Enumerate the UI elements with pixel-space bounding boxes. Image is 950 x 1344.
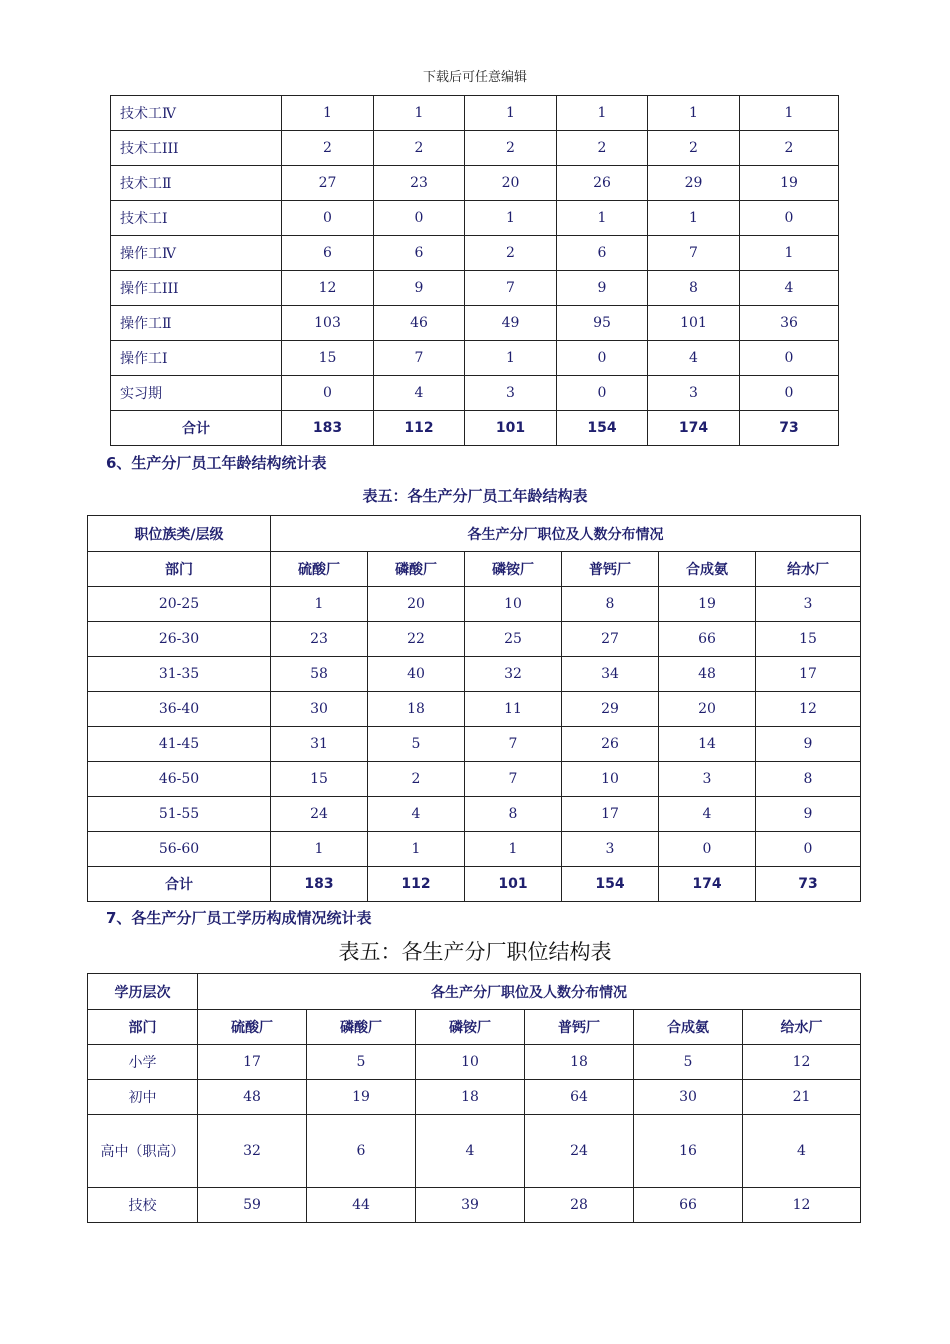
table-cell: 9: [557, 271, 648, 306]
total-cell: 154: [557, 411, 648, 446]
table-cell: 4: [743, 1115, 861, 1188]
table-cell: 19: [307, 1080, 416, 1115]
table-row: [111, 131, 839, 166]
total-cell: 183: [282, 411, 374, 446]
table-cell: 103: [282, 306, 374, 341]
table-row: [88, 622, 861, 657]
edu-col-header: 磷酸厂: [307, 1010, 416, 1045]
table-cell: 7: [465, 271, 557, 306]
edu-dept-label: 部门: [88, 1010, 198, 1045]
table-cell: 24: [271, 797, 368, 832]
table-cell: 20: [659, 692, 756, 727]
table-cell: 17: [562, 797, 659, 832]
table-cell: 1: [740, 96, 839, 131]
table-cell: 0: [659, 832, 756, 867]
table-cell: 1: [648, 201, 740, 236]
table-cell: 2: [374, 131, 465, 166]
table-cell: 15: [756, 622, 861, 657]
table-cell: 1: [282, 96, 374, 131]
table-cell: 5: [307, 1045, 416, 1080]
table-cell: 30: [271, 692, 368, 727]
table-cell: 17: [756, 657, 861, 692]
table-cell: 0: [374, 201, 465, 236]
table-cell: 46: [374, 306, 465, 341]
total-cell: 183: [271, 867, 368, 902]
table-cell: 48: [198, 1080, 307, 1115]
row-label: 36-40: [88, 692, 271, 727]
table-row: [88, 1045, 861, 1080]
table-cell: 0: [740, 341, 839, 376]
table-cell: 10: [562, 762, 659, 797]
table-cell: 23: [271, 622, 368, 657]
table-cell: 5: [634, 1045, 743, 1080]
table-cell: 1: [465, 341, 557, 376]
total-cell: 174: [659, 867, 756, 902]
table-cell: 26: [562, 727, 659, 762]
table-cell: 66: [634, 1188, 743, 1223]
age-col-header: 给水厂: [756, 552, 861, 587]
table-cell: 58: [271, 657, 368, 692]
table-cell: 9: [756, 727, 861, 762]
table-cell: 4: [416, 1115, 525, 1188]
education-table: [87, 973, 861, 1223]
row-label: 实习期: [111, 376, 282, 411]
table-cell: 18: [525, 1045, 634, 1080]
table-cell: 1: [557, 201, 648, 236]
total-cell: 73: [756, 867, 861, 902]
table-cell: 1: [271, 832, 368, 867]
table-row: [88, 797, 861, 832]
age-head-label: 职位族类/层级: [88, 516, 271, 552]
table-cell: 0: [557, 341, 648, 376]
table-cell: 101: [648, 306, 740, 341]
table-cell: 25: [465, 622, 562, 657]
table-cell: 7: [374, 341, 465, 376]
total-label: 合计: [111, 411, 282, 446]
table-cell: 7: [465, 762, 562, 797]
table-cell: 12: [282, 271, 374, 306]
table-cell: 2: [465, 131, 557, 166]
row-label: 56-60: [88, 832, 271, 867]
table-cell: 3: [562, 832, 659, 867]
table-cell: 2: [465, 236, 557, 271]
row-label: 技术工Ⅳ: [111, 96, 282, 131]
row-label: 31-35: [88, 657, 271, 692]
row-label: 技术工III: [111, 131, 282, 166]
table-cell: 18: [368, 692, 465, 727]
table-cell: 10: [465, 587, 562, 622]
table-cell: 36: [740, 306, 839, 341]
row-label: 26-30: [88, 622, 271, 657]
edu-col-header: 合成氨: [634, 1010, 743, 1045]
table-cell: 0: [557, 376, 648, 411]
table-cell: 29: [648, 166, 740, 201]
section6-heading: 6、生产分厂员工年龄结构统计表: [106, 454, 327, 472]
table-cell: 12: [743, 1188, 861, 1223]
edu-col-header: 普钙厂: [525, 1010, 634, 1045]
table-cell: 4: [374, 376, 465, 411]
table-cell: 1: [465, 832, 562, 867]
age-structure-table: [87, 515, 861, 902]
table-cell: 4: [659, 797, 756, 832]
row-label: 小学: [88, 1045, 198, 1080]
table-cell: 0: [756, 832, 861, 867]
table-row: [88, 1188, 861, 1223]
age-col-header: 磷酸厂: [368, 552, 465, 587]
table-cell: 9: [374, 271, 465, 306]
row-label: 高中（职高）: [88, 1115, 198, 1188]
table-cell: 30: [634, 1080, 743, 1115]
table-cell: 2: [740, 131, 839, 166]
table-cell: 9: [756, 797, 861, 832]
total-cell: 112: [368, 867, 465, 902]
table-cell: 19: [740, 166, 839, 201]
table-cell: 1: [557, 96, 648, 131]
age-col-header: 普钙厂: [562, 552, 659, 587]
table-cell: 2: [282, 131, 374, 166]
table-cell: 20: [368, 587, 465, 622]
table-cell: 44: [307, 1188, 416, 1223]
job-level-table: [110, 95, 839, 446]
table-row: [111, 201, 839, 236]
total-cell: 154: [562, 867, 659, 902]
total-cell: 174: [648, 411, 740, 446]
table-cell: 1: [374, 96, 465, 131]
table-cell: 7: [465, 727, 562, 762]
edu-col-header: 硫酸厂: [198, 1010, 307, 1045]
table-row: [111, 166, 839, 201]
row-label: 46-50: [88, 762, 271, 797]
table-cell: 3: [465, 376, 557, 411]
age-col-header: 硫酸厂: [271, 552, 368, 587]
table-cell: 64: [525, 1080, 634, 1115]
table-row: [111, 96, 839, 131]
table-cell: 26: [557, 166, 648, 201]
table-cell: 17: [198, 1045, 307, 1080]
table-cell: 48: [659, 657, 756, 692]
table-cell: 1: [465, 96, 557, 131]
table-cell: 27: [562, 622, 659, 657]
table-row: [88, 1080, 861, 1115]
table-cell: 95: [557, 306, 648, 341]
table-cell: 28: [525, 1188, 634, 1223]
row-label: 操作工Ⅱ: [111, 306, 282, 341]
table-cell: 0: [282, 201, 374, 236]
row-label: 操作工III: [111, 271, 282, 306]
table-cell: 4: [648, 341, 740, 376]
table-row: [111, 376, 839, 411]
page-header: 下载后可任意编辑: [422, 70, 527, 85]
table-cell: 7: [648, 236, 740, 271]
table-cell: 59: [198, 1188, 307, 1223]
row-label: 20-25: [88, 587, 271, 622]
table-cell: 49: [465, 306, 557, 341]
table-cell: 0: [282, 376, 374, 411]
table-cell: 22: [368, 622, 465, 657]
age-head-span: 各生产分厂职位及人数分布情况: [271, 516, 861, 552]
table-cell: 12: [743, 1045, 861, 1080]
table-cell: 3: [648, 376, 740, 411]
table-cell: 39: [416, 1188, 525, 1223]
table-cell: 0: [740, 376, 839, 411]
table-row: [88, 1115, 861, 1188]
table-cell: 32: [465, 657, 562, 692]
table-cell: 19: [659, 587, 756, 622]
table-row: [88, 587, 861, 622]
table-row: [88, 727, 861, 762]
table-cell: 2: [557, 131, 648, 166]
table-cell: 15: [271, 762, 368, 797]
row-label: 技校: [88, 1188, 198, 1223]
table-cell: 8: [648, 271, 740, 306]
table-row: [111, 341, 839, 376]
edu-head-span: 各生产分厂职位及人数分布情况: [198, 974, 861, 1010]
table-cell: 32: [198, 1115, 307, 1188]
table-cell: 6: [557, 236, 648, 271]
table-row: [88, 692, 861, 727]
table-cell: 2: [368, 762, 465, 797]
table-cell: 23: [374, 166, 465, 201]
table-cell: 4: [368, 797, 465, 832]
table-row: [88, 657, 861, 692]
table-cell: 14: [659, 727, 756, 762]
table-cell: 6: [282, 236, 374, 271]
row-label: 操作工Ⅰ: [111, 341, 282, 376]
age-col-header: 合成氨: [659, 552, 756, 587]
total-row: [111, 411, 839, 446]
table-cell: 8: [562, 587, 659, 622]
table-cell: 40: [368, 657, 465, 692]
table-cell: 1: [271, 587, 368, 622]
total-cell: 101: [465, 411, 557, 446]
table-cell: 11: [465, 692, 562, 727]
table-cell: 3: [756, 587, 861, 622]
row-label: 技术工Ⅱ: [111, 166, 282, 201]
table-cell: 1: [465, 201, 557, 236]
table-row: [88, 832, 861, 867]
edu-col-header: 磷铵厂: [416, 1010, 525, 1045]
total-cell: 101: [465, 867, 562, 902]
table-cell: 6: [374, 236, 465, 271]
table-row: [88, 762, 861, 797]
table-cell: 27: [282, 166, 374, 201]
edu-head-label: 学历层次: [88, 974, 198, 1010]
section6-caption: 表五：各生产分厂员工年龄结构表: [362, 487, 588, 505]
table-cell: 66: [659, 622, 756, 657]
total-cell: 112: [374, 411, 465, 446]
total-row: [88, 867, 861, 902]
table-cell: 8: [465, 797, 562, 832]
table-cell: 2: [648, 131, 740, 166]
section7-caption: 表五：各生产分厂职位结构表: [338, 940, 612, 964]
table-cell: 8: [756, 762, 861, 797]
table-cell: 24: [525, 1115, 634, 1188]
row-label: 51-55: [88, 797, 271, 832]
table-row: [111, 306, 839, 341]
table-cell: 18: [416, 1080, 525, 1115]
table-cell: 6: [307, 1115, 416, 1188]
table-cell: 21: [743, 1080, 861, 1115]
row-label: 操作工Ⅳ: [111, 236, 282, 271]
total-label: 合计: [88, 867, 271, 902]
table-cell: 1: [368, 832, 465, 867]
row-label: 初中: [88, 1080, 198, 1115]
row-label: 技术工Ⅰ: [111, 201, 282, 236]
total-cell: 73: [740, 411, 839, 446]
table-cell: 4: [740, 271, 839, 306]
table-cell: 34: [562, 657, 659, 692]
table-cell: 1: [740, 236, 839, 271]
edu-col-header: 给水厂: [743, 1010, 861, 1045]
row-label: 41-45: [88, 727, 271, 762]
table-row: [111, 271, 839, 306]
section7-heading: 7、各生产分厂员工学历构成情况统计表: [106, 909, 372, 927]
age-dept-label: 部门: [88, 552, 271, 587]
age-col-header: 磷铵厂: [465, 552, 562, 587]
table-cell: 3: [659, 762, 756, 797]
table-cell: 29: [562, 692, 659, 727]
table-cell: 31: [271, 727, 368, 762]
table-cell: 20: [465, 166, 557, 201]
table-row: [111, 236, 839, 271]
table-cell: 16: [634, 1115, 743, 1188]
table-cell: 12: [756, 692, 861, 727]
table-cell: 5: [368, 727, 465, 762]
table-cell: 10: [416, 1045, 525, 1080]
table-cell: 1: [648, 96, 740, 131]
table-cell: 15: [282, 341, 374, 376]
table-cell: 0: [740, 201, 839, 236]
